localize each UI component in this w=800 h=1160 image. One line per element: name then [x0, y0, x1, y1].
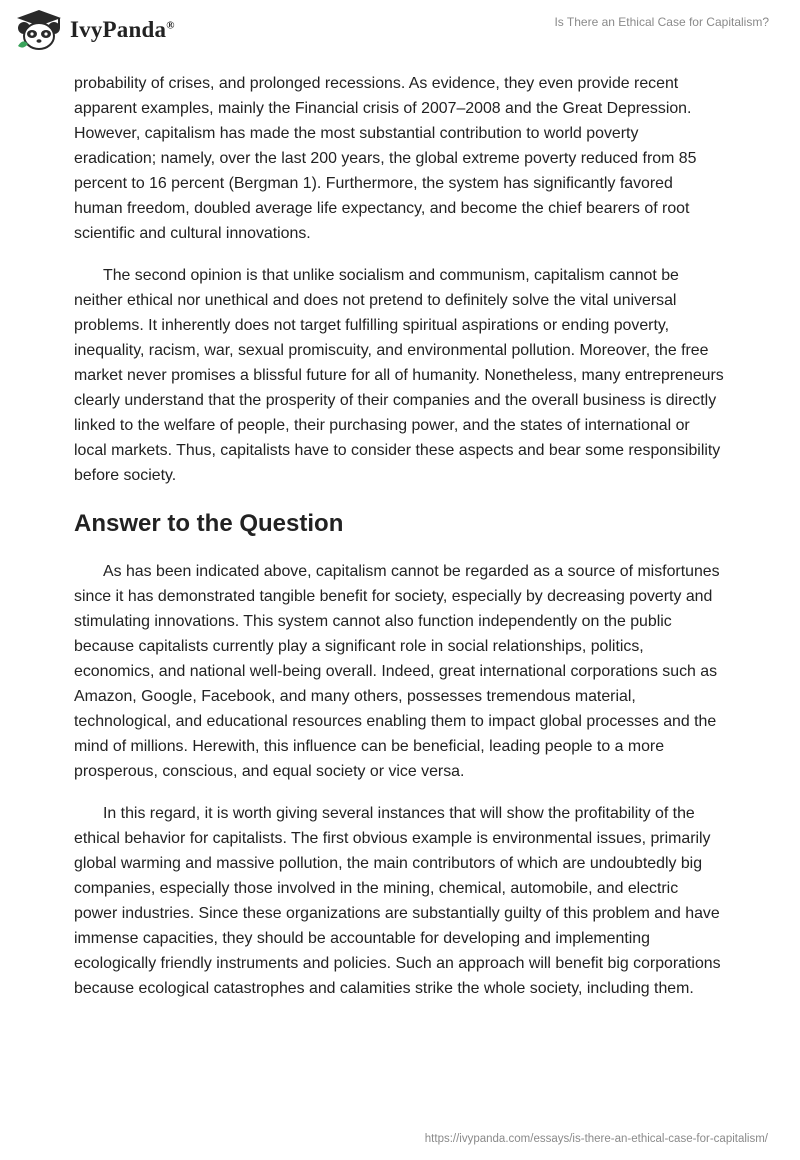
section-heading: Answer to the Question	[74, 510, 344, 537]
page-header	[0, 0, 800, 70]
essay-content	[74, 71, 724, 1018]
paragraph: In this regard, it is worth giving several instances that will show the profitability of the ethical behavior for capitalists. The first obvious example is environmental issues, primarily global warming and massive pollution, the main contributors of which are undoubtedly big companies, especially those involved in the mining, chemical, automobile, and electric power industries. Since these organizations are substantially guilty of this problem and have immense capacities, they should be accountable for developing and implementing ecologically friendly instruments and policies. Such an approach will benefit big corporations because ecological catastrophes and calamities strike the whole society, including them.	[74, 805, 721, 997]
brand-name: IvyPanda®	[70, 17, 175, 42]
logo[interactable]	[14, 8, 175, 52]
panda-graduate-icon	[14, 8, 64, 52]
paragraph: The second opinion is that unlike socialism and communism, capitalism cannot be neither ethical nor unethical and does not pretend to definitely solve the vital universal problems. It inherently does not target fulfilling spiritual aspirations or ending poverty, inequality, racism, war, sexual promiscuity, and environmental pollution. Moreover, the free market never promises a blissful future for all of humanity. Nonetheless, many entrepreneurs clearly understand that the prosperity of their companies and the overall business is directly linked to the welfare of people, their purchasing power, and the states of international or local markets. Thus, capitalists have to consider these aspects and bear some responsibility before society.	[74, 267, 724, 484]
paragraph: As has been indicated above, capitalism cannot be regarded as a source of misfortunes since it has demonstrated tangible benefit for society, especially by decreasing poverty and stimulating innovations. This system cannot also function independently on the public because capitalists currently play a significant role in social relationships, politics, economics, and national well-being overall. Indeed, great international corporations such as Amazon, Google, Facebook, and many others, possesses tremendous material, technological, and educational resources enabling them to impact global processes and the mind of millions. Herewith, this influence can be beneficial, leading people to a more prosperous, conscious, and equal society or vice versa.	[74, 563, 720, 780]
paragraph: probability of crises, and prolonged recessions. As evidence, they even provide recent apparent examples, mainly the Financial crisis of 2007–2008 and the Great Depression. However, capitalism has made the most substantial contribution to world poverty eradication; namely, over the last 200 years, the global extreme poverty reduced from 85 percent to 16 percent (Bergman 1). Furthermore, the system has significantly favored human freedom, doubled average life expectancy, and become the chief bearers of root scientific and cultural innovations.	[74, 75, 697, 242]
document-title: Is There an Ethical Case for Capitalism?	[554, 15, 769, 29]
footer-url-link[interactable]: https://ivypanda.com/essays/is-there-an-ethical-case-for-capitalism/	[424, 1133, 768, 1145]
